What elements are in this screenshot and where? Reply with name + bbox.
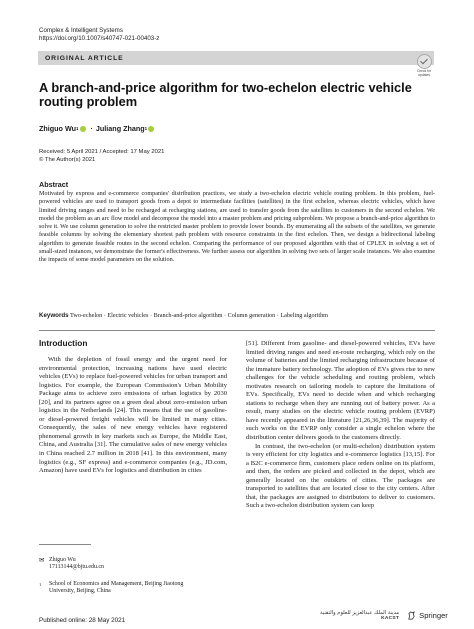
article-dates (39, 149, 164, 164)
publisher-logos (320, 610, 448, 621)
received-accepted-dates: Received: 5 April 2021 / Accepted: 17 May 2021 (39, 149, 165, 155)
author-separator: · (90, 124, 93, 133)
check-updates-label: Check for updates (416, 69, 432, 77)
corresponding-author-note (39, 557, 104, 572)
kacst-label: KACST (381, 616, 400, 621)
affiliation-number: 1 (39, 582, 42, 587)
kacst-arabic-name: مدينة الملك عبدالعزيز للعلوم والتقنية (320, 610, 400, 616)
paragraph: [51]. Different from gasoline- and diesel-powered vehicles, EVs have limited driving ranges and need en-route recharging, which rely on the volume of batteries and the limited recharging infrastructure because of the immature battery technology. The adoption of EVs gives rise to new challenges for the vehicle scheduling and routing problem, which motivates research on tailoring models to capture the limitations of EVs. Specifically, EVs need to decide when and which recharging stations to recharge when they are running out of battery power. As a result, many studies on the electric vehicle routing problem (EVRP) have recently appeared in the literature [21,26,36,39]. The majority of such works on the EVRP only consider a single echelon where the distribution center delivers goods to the customers directly. (246, 340, 435, 442)
corresponding-author-email[interactable]: 17113144@bjtu.edu.cn (49, 564, 104, 571)
springer-logo[interactable] (407, 611, 448, 620)
journal-header (39, 27, 159, 43)
keywords-label: Keywords (39, 312, 69, 319)
journal-name: Complex & Intelligent Systems (39, 27, 123, 34)
footnote-divider (39, 544, 91, 545)
introduction-left-column: With the depletion of fossil energy and the urgent need for environmental protection, increasing nations have used electric vehicles (EVs) to replace fuel-powered vehicles for urban transport and logistics. For example, the European Commission's Urban Mobility Package aims to achieve zero emissions of urban logistics by 2030 [20], and its partners agree on a green deal about zero-emission urban logistics in the Netherlands [24]. This means that the use of gasoline- or diesel-powered freight vehicles will be limited in many cities. Consequently, the sales of new energy vehicles have registered phenomenal growth in key markets such as Europe, the Middle East, China, and Australia [31]. The cumulative sales of new energy vehicles in China reached 2.7 million in 2018 [41]. In this environment, many logistics (e.g., SF express) and e-commerce companies (e.g., JD.com, Amazon) have used EVs for logistics and distribution in cities (39, 356, 227, 475)
article-type-label: ORIGINAL ARTICLE (45, 54, 124, 62)
check-updates-icon (417, 54, 432, 69)
orcid-icon[interactable] (148, 126, 154, 132)
keywords-line (39, 312, 435, 320)
section-divider (39, 330, 435, 331)
author-list (39, 124, 156, 133)
kacst-logo (320, 610, 399, 621)
author-name[interactable]: Zhiguo Wu (39, 124, 76, 133)
paragraph: In contrast, the two-echelon (or multi-echelon) distribution system is very efficient for city logistics and e-commerce logistics [13,15]. For a B2C e-commerce firm, customers place orders online on its platform, and then, the orders are picked and collected in the depot, which are generally located on the outskirts of cities. The packages are transported to satellites that are located close to the city centers. After that, the packages are assigned to distributors to deliver to customers. Such a two-echelon distribution system can keep (246, 442, 435, 510)
doi-link[interactable]: https://doi.org/10.1007/s40747-021-00403-z (39, 35, 160, 42)
envelope-icon: ✉ (39, 557, 45, 564)
paper-title: A branch-and-price algorithm for two-echelon electric vehicle routing problem (39, 80, 412, 110)
published-online-date: Published online: 28 May 2021 (39, 617, 126, 624)
abstract-body: Motivated by express and e-commerce companies' distribution practices, we study a two-echelon electric vehicle routing problem. In this problem, fuel-powered vehicles are used to transport goods from a depot to intermediate facilities (satellites) in the first echelon, whereas electric vehicles, which have limited driving ranges and need to be recharged at recharging stations, are used to transfer goods from the satellites to customers in the second echelon. We model the problem as an arc flow model and decompose the model into a master problem and pricing subproblem. We propose a branch-and-price algorithm to solve it. We use column generation to solve the restricted master problem to provide lower bounds. By enumerating all the subsets of the satellites, we generate feasible columns by solving the elementary shortest path problem with resource constraints in the first echelon. Then, we design a bidirectional labeling algorithm to generate feasible routes in the second echelon. Comparing the performance of our proposed algorithm with that of CPLEX in solving a set of small-sized instances, we demonstrate the former's effectiveness. We further assess our algorithm in solving two sets of larger scale instances. We also examine the impacts of some model parameters on the solution. (39, 190, 435, 264)
author-name[interactable]: Juliang Zhang (95, 124, 145, 133)
springer-label: Springer (419, 611, 448, 620)
article-type-banner (38, 51, 434, 65)
affiliation-note (39, 581, 183, 596)
affiliation-line: University, Beijing, China (49, 588, 111, 595)
check-for-updates-badge[interactable] (413, 54, 435, 77)
keywords-text: Two-echelon · Electric vehicles · Branch-and-price algorithm · Column generation · Labeling algorithm (70, 312, 328, 319)
springer-horse-icon (407, 611, 416, 620)
introduction-right-column (246, 340, 435, 511)
author-affiliation-marker: 1 (144, 126, 148, 131)
introduction-heading: Introduction (39, 338, 88, 348)
affiliation-line: School of Economics and Management, Beijing Jiaotong (49, 581, 184, 587)
author-affiliation-marker: 1 (76, 126, 79, 131)
orcid-icon[interactable] (80, 126, 86, 132)
abstract-heading: Abstract (39, 180, 69, 189)
copyright-notice: © The Author(s) 2021 (39, 156, 96, 163)
corresponding-author-name: Zhiguo Wu (49, 557, 76, 563)
